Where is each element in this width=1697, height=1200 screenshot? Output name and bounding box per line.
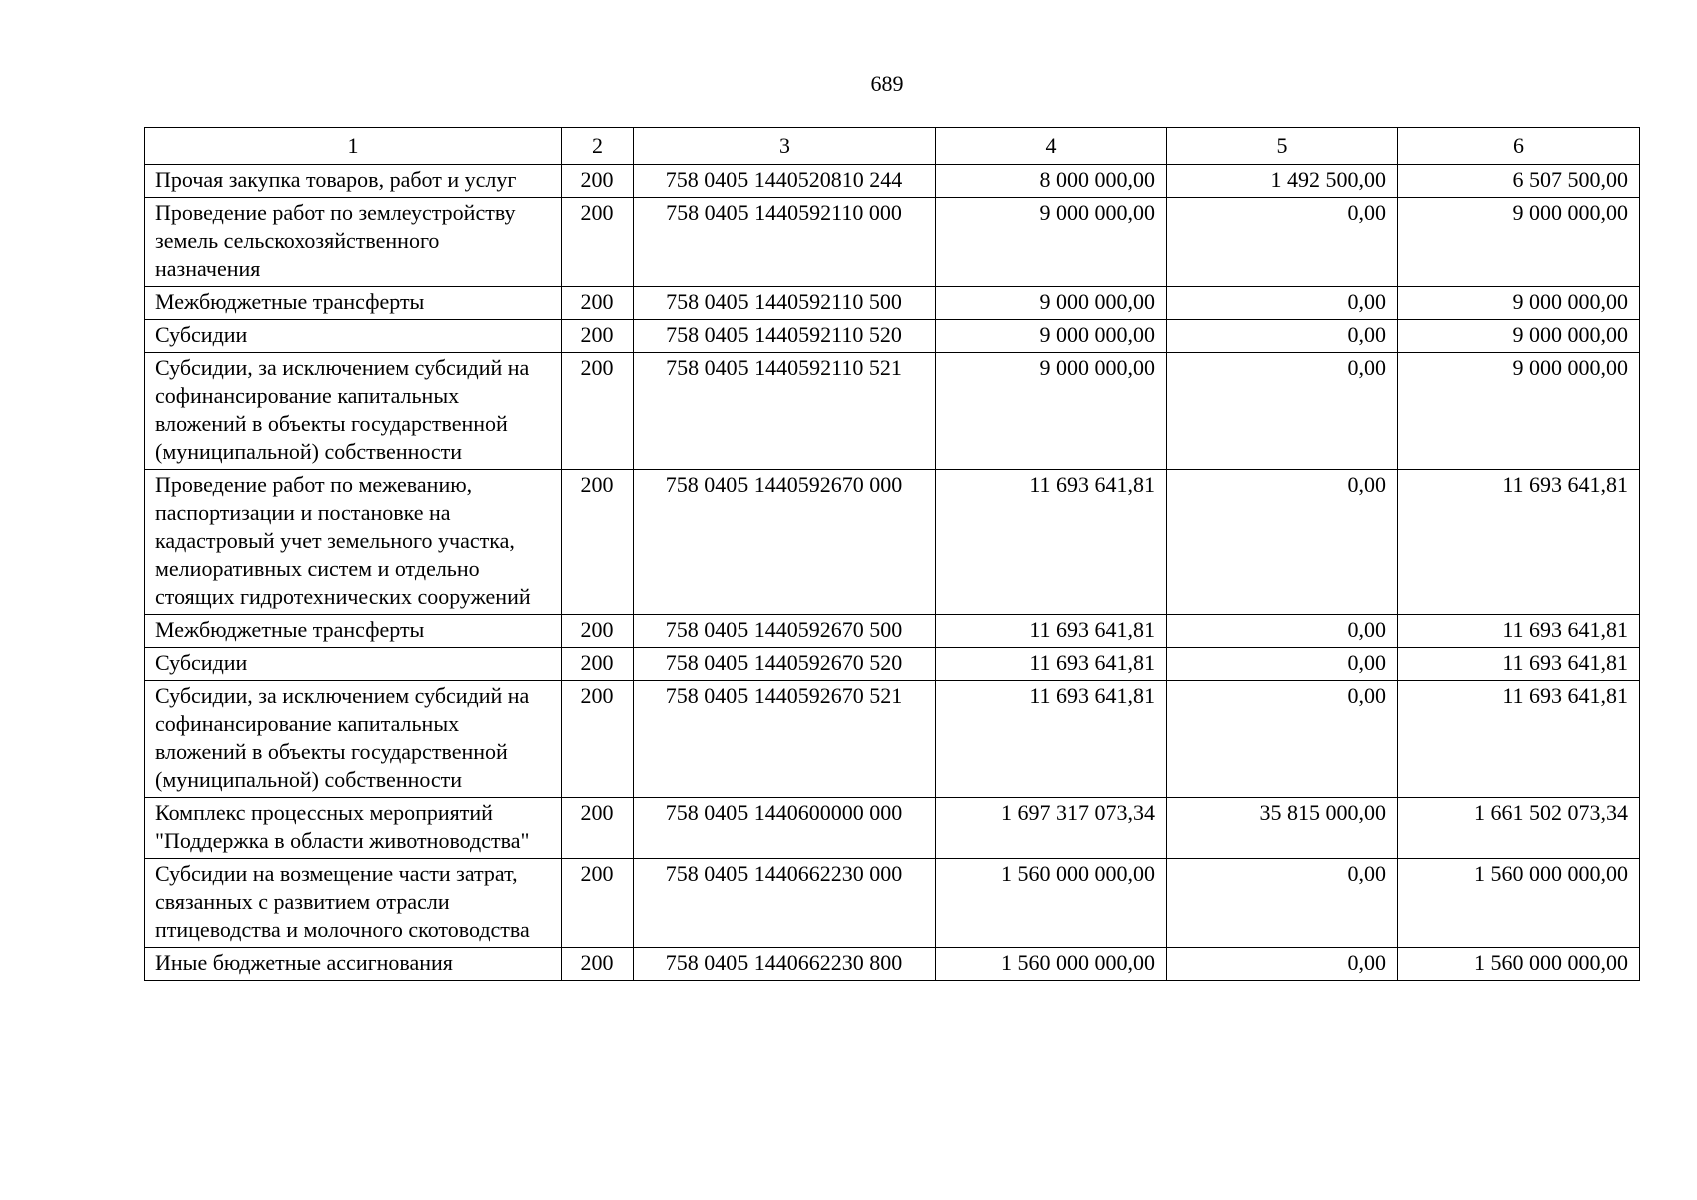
row-kbk-cell: 758 0405 1440592670 521 <box>634 681 936 798</box>
row-kbk-cell: 758 0405 1440592670 500 <box>634 615 936 648</box>
column-header-4: 4 <box>936 128 1167 165</box>
table-row <box>145 470 1640 615</box>
row-kbk-cell: 758 0405 1440592670 520 <box>634 648 936 681</box>
row-column5-cell: 0,00 <box>1167 287 1398 320</box>
table-row <box>145 681 1640 798</box>
row-column5-cell: 0,00 <box>1167 198 1398 287</box>
column-header-6: 6 <box>1398 128 1640 165</box>
row-column6-cell: 9 000 000,00 <box>1398 287 1640 320</box>
row-name-cell: Межбюджетные трансферты <box>145 287 562 320</box>
row-kbk-cell: 758 0405 1440662230 000 <box>634 859 936 948</box>
row-code-cell: 200 <box>562 648 634 681</box>
row-code-cell: 200 <box>562 798 634 859</box>
row-column4-cell: 9 000 000,00 <box>936 353 1167 470</box>
table-row <box>145 615 1640 648</box>
row-code-cell: 200 <box>562 681 634 798</box>
budget-table <box>144 127 1640 981</box>
row-kbk-cell: 758 0405 1440662230 800 <box>634 948 936 981</box>
row-kbk-cell: 758 0405 1440592110 520 <box>634 320 936 353</box>
row-column4-cell: 9 000 000,00 <box>936 320 1167 353</box>
row-column6-cell: 11 693 641,81 <box>1398 615 1640 648</box>
row-column5-cell: 1 492 500,00 <box>1167 165 1398 198</box>
row-kbk-cell: 758 0405 1440520810 244 <box>634 165 936 198</box>
row-name-cell: Субсидии, за исключением субсидий на софинансирование капитальных вложений в объекты государственной (муниципальной) собственности <box>145 353 562 470</box>
table-row <box>145 165 1640 198</box>
row-kbk-cell: 758 0405 1440592110 500 <box>634 287 936 320</box>
row-column5-cell: 0,00 <box>1167 859 1398 948</box>
row-code-cell: 200 <box>562 470 634 615</box>
row-column4-cell: 1 697 317 073,34 <box>936 798 1167 859</box>
row-column6-cell: 9 000 000,00 <box>1398 353 1640 470</box>
row-name-cell: Проведение работ по межеванию, паспортизации и постановке на кадастровый учет земельного участка, мелиоративных систем и отдельно стоящих гидротехнических сооружений <box>145 470 562 615</box>
row-column5-cell: 0,00 <box>1167 353 1398 470</box>
column-header-5: 5 <box>1167 128 1398 165</box>
row-code-cell: 200 <box>562 859 634 948</box>
row-column5-cell: 0,00 <box>1167 948 1398 981</box>
row-column4-cell: 9 000 000,00 <box>936 287 1167 320</box>
table-row <box>145 198 1640 287</box>
row-column4-cell: 1 560 000 000,00 <box>936 859 1167 948</box>
row-kbk-cell: 758 0405 1440600000 000 <box>634 798 936 859</box>
row-kbk-cell: 758 0405 1440592110 000 <box>634 198 936 287</box>
row-column5-cell: 35 815 000,00 <box>1167 798 1398 859</box>
table-row <box>145 948 1640 981</box>
row-name-cell: Прочая закупка товаров, работ и услуг <box>145 165 562 198</box>
table-row <box>145 287 1640 320</box>
row-column4-cell: 11 693 641,81 <box>936 615 1167 648</box>
row-column5-cell: 0,00 <box>1167 648 1398 681</box>
column-header-2: 2 <box>562 128 634 165</box>
row-column4-cell: 11 693 641,81 <box>936 470 1167 615</box>
row-name-cell: Субсидии, за исключением субсидий на софинансирование капитальных вложений в объекты государственной (муниципальной) собственности <box>145 681 562 798</box>
row-column6-cell: 1 560 000 000,00 <box>1398 948 1640 981</box>
row-name-cell: Иные бюджетные ассигнования <box>145 948 562 981</box>
row-code-cell: 200 <box>562 353 634 470</box>
row-column4-cell: 11 693 641,81 <box>936 648 1167 681</box>
column-header-1: 1 <box>145 128 562 165</box>
row-column5-cell: 0,00 <box>1167 681 1398 798</box>
row-code-cell: 200 <box>562 948 634 981</box>
row-column4-cell: 1 560 000 000,00 <box>936 948 1167 981</box>
row-code-cell: 200 <box>562 165 634 198</box>
row-name-cell: Комплекс процессных мероприятий "Поддержка в области животноводства" <box>145 798 562 859</box>
header-row <box>145 128 1640 165</box>
table-row <box>145 859 1640 948</box>
row-code-cell: 200 <box>562 198 634 287</box>
row-column5-cell: 0,00 <box>1167 320 1398 353</box>
row-column6-cell: 11 693 641,81 <box>1398 470 1640 615</box>
row-name-cell: Субсидии <box>145 648 562 681</box>
row-column6-cell: 1 661 502 073,34 <box>1398 798 1640 859</box>
row-name-cell: Субсидии на возмещение части затрат, связанных с развитием отрасли птицеводства и молочного скотоводства <box>145 859 562 948</box>
row-code-cell: 200 <box>562 615 634 648</box>
table-row <box>145 798 1640 859</box>
row-column5-cell: 0,00 <box>1167 615 1398 648</box>
row-kbk-cell: 758 0405 1440592110 521 <box>634 353 936 470</box>
row-name-cell: Проведение работ по землеустройству земель сельскохозяйственного назначения <box>145 198 562 287</box>
row-code-cell: 200 <box>562 320 634 353</box>
row-kbk-cell: 758 0405 1440592670 000 <box>634 470 936 615</box>
row-column4-cell: 9 000 000,00 <box>936 198 1167 287</box>
row-column6-cell: 6 507 500,00 <box>1398 165 1640 198</box>
row-name-cell: Субсидии <box>145 320 562 353</box>
table-row <box>145 353 1640 470</box>
table-body <box>145 165 1640 981</box>
page-number: 689 <box>870 71 904 96</box>
row-column5-cell: 0,00 <box>1167 470 1398 615</box>
row-name-cell: Межбюджетные трансферты <box>145 615 562 648</box>
row-column6-cell: 11 693 641,81 <box>1398 648 1640 681</box>
table-row <box>145 648 1640 681</box>
table-header <box>145 128 1640 165</box>
table-row <box>145 320 1640 353</box>
column-header-3: 3 <box>634 128 936 165</box>
row-column6-cell: 9 000 000,00 <box>1398 320 1640 353</box>
row-column4-cell: 11 693 641,81 <box>936 681 1167 798</box>
row-column6-cell: 9 000 000,00 <box>1398 198 1640 287</box>
row-column6-cell: 1 560 000 000,00 <box>1398 859 1640 948</box>
row-column4-cell: 8 000 000,00 <box>936 165 1167 198</box>
row-column6-cell: 11 693 641,81 <box>1398 681 1640 798</box>
row-code-cell: 200 <box>562 287 634 320</box>
